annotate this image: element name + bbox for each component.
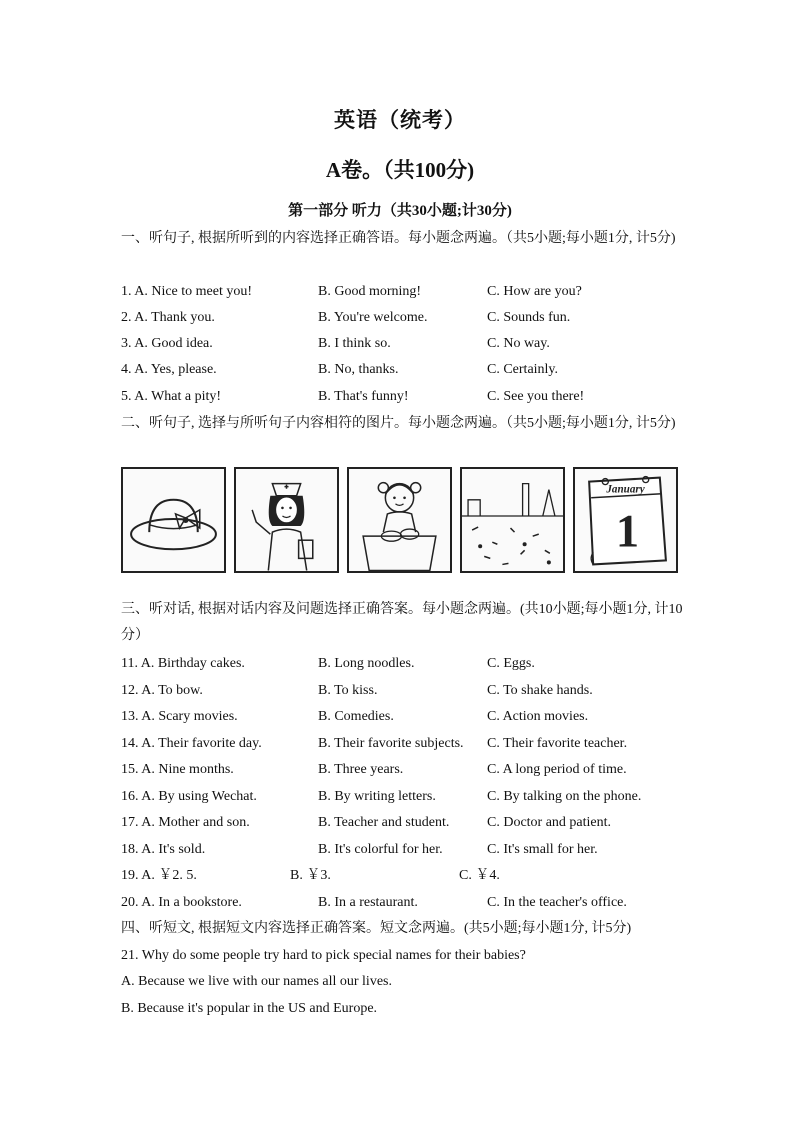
option-b: B. No, thanks. [318, 362, 399, 377]
question-row [121, 386, 691, 408]
calendar-picture [573, 467, 678, 573]
option-a: 14. A. Their favorite day. [121, 736, 262, 751]
question-row [121, 706, 691, 728]
option-b: B. Long noodles. [318, 656, 415, 671]
option-a: 13. A. Scary movies. [121, 709, 238, 724]
section4-instruction: 四、听短文, 根据短文内容选择正确答案。短文念两遍。(共5小题;每小题1分, 计5分) [121, 921, 632, 936]
option-c: C. Their favorite teacher. [487, 736, 628, 751]
option-b: B. Their favorite subjects. [318, 736, 464, 751]
option-a: 16. A. By using Wechat. [121, 789, 257, 804]
question-row [121, 812, 691, 834]
option-b: B. That's funny! [318, 389, 409, 404]
page-title: 英语（统考） [334, 108, 466, 132]
option-a: 2. A. Thank you. [121, 310, 215, 325]
option-c: C. See you there! [487, 389, 585, 404]
option-b: B. Comedies. [318, 709, 394, 724]
nurse-picture [234, 467, 339, 573]
option-a: 15. A. Nine months. [121, 762, 234, 777]
messy-park-picture [460, 467, 565, 573]
section1-instruction: 一、听句子, 根据所听到的内容选择正确答语。每小题念两遍。（共5小题;每小题1分, 计5分) [121, 231, 676, 246]
question-21: 21. Why do some people try hard to pick special names for their babies? [121, 948, 526, 963]
option-b: B. Good morning! [318, 284, 422, 299]
option-c: C. Doctor and patient. [487, 815, 612, 830]
option-a: 20. A. In a bookstore. [121, 895, 242, 910]
question-row [121, 307, 691, 329]
option-c: C. How are you? [487, 284, 582, 299]
option-c: C. Certainly. [487, 362, 559, 377]
option-c: C. No way. [487, 336, 550, 351]
option-c: C. A long period of time. [487, 762, 627, 777]
calendar-icon [575, 469, 676, 571]
question-row [121, 359, 691, 381]
girl-washing-dishes-icon [349, 469, 450, 571]
option-c: C. It's small for her. [487, 842, 598, 857]
option-a: 3. A. Good idea. [121, 336, 213, 351]
option-b: B. Three years. [318, 762, 404, 777]
option-c: C. In the teacher's office. [487, 895, 627, 910]
section3-instruction: 三、听对话, 根据对话内容及问题选择正确答案。每小题念两遍。(共10小题;每小题1分, 计10分） [121, 602, 683, 643]
option-b: B. Because it's popular in the US and Europe. [121, 1001, 378, 1016]
paper-subtitle: A卷。（共100分) [325, 158, 475, 182]
section2-instruction: 二、听句子, 选择与所听句子内容相符的图片。每小题念两遍。（共5小题;每小题1分, 计5分) [121, 416, 676, 431]
question-row [121, 786, 691, 808]
part-title: 第一部分 听力（共30小题;计30分) [288, 203, 512, 219]
question-row [121, 892, 691, 914]
question-row [121, 680, 691, 702]
option-c: C. Action movies. [487, 709, 589, 724]
dishwashing-picture [347, 467, 452, 573]
calendar-month: January [606, 483, 645, 496]
option-b: B. ￥3. [290, 868, 331, 883]
option-a: 17. A. Mother and son. [121, 815, 250, 830]
option-b: B. In a restaurant. [318, 895, 418, 910]
question-row [121, 839, 691, 861]
question-row [121, 733, 691, 755]
litter-park-icon [462, 469, 563, 571]
hat-picture [121, 467, 226, 573]
option-a: 19. A. ￥2. 5. [121, 868, 197, 883]
option-c: C. ￥4. [459, 868, 500, 883]
option-a: A. Because we live with our names all our lives. [121, 974, 392, 989]
option-b: B. By writing letters. [318, 789, 436, 804]
question-row [121, 865, 691, 887]
option-a: 4. A. Yes, please. [121, 362, 217, 377]
question-row [121, 333, 691, 355]
option-a: 18. A. It's sold. [121, 842, 206, 857]
question-row [121, 653, 691, 675]
option-b: B. You're welcome. [318, 310, 428, 325]
option-c: C. By talking on the phone. [487, 789, 642, 804]
picture-strip [121, 467, 681, 577]
option-c: C. To shake hands. [487, 683, 593, 698]
option-b: B. To kiss. [318, 683, 378, 698]
option-a: 1. A. Nice to meet you! [121, 284, 253, 299]
hat-icon [123, 469, 224, 571]
option-b: B. Teacher and student. [318, 815, 450, 830]
option-a: 12. A. To bow. [121, 683, 203, 698]
question-row [121, 281, 691, 303]
option-b: B. I think so. [318, 336, 391, 351]
calendar-day: 1 [615, 506, 640, 558]
option-a: 11. A. Birthday cakes. [121, 656, 245, 671]
nurse-icon [236, 469, 337, 571]
option-b: B. It's colorful for her. [318, 842, 443, 857]
option-a: 5. A. What a pity! [121, 389, 222, 404]
question-row [121, 759, 691, 781]
option-c: C. Eggs. [487, 656, 535, 671]
option-c: C. Sounds fun. [487, 310, 571, 325]
